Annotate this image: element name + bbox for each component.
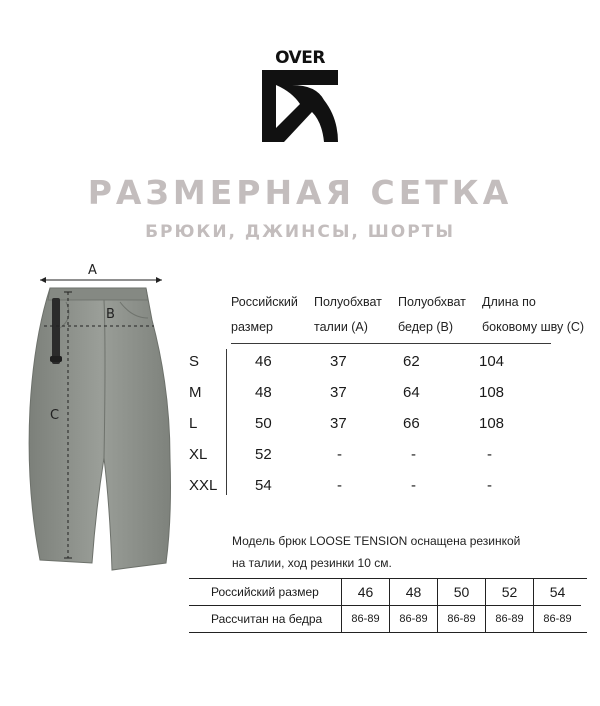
elastic-note: Модель брюк LOOSE TENSION оснащена резинкой на талии, ход резинки 10 см. [232, 534, 521, 570]
label-a: A [88, 263, 97, 278]
header-hips: Полуобхват бедер (B) [398, 295, 466, 334]
hip-table-bottom-rule [189, 632, 587, 633]
size-column-divider [226, 349, 227, 495]
over-arrow-logo-mark [262, 70, 338, 142]
header-waist: Полуобхват талии (A) [314, 295, 382, 334]
hip-table [189, 579, 581, 632]
header-length: Длина по боковому шву (C) [482, 295, 585, 334]
hip-table-hips-row: Рассчитан на бедра 86-89 86-89 86-89 86-89 86-89 [189, 606, 581, 633]
label-b: B [106, 307, 115, 322]
hip-table-size-row: Российский размер 46 48 50 52 54 [189, 579, 581, 606]
header-ru-size: Российский размер [231, 295, 298, 334]
page-title: РАЗМЕРНАЯ СЕТКА [87, 173, 513, 212]
page-subtitle: БРЮКИ, ДЖИНСЫ, ШОРТЫ [145, 222, 455, 242]
header-divider [231, 343, 551, 344]
label-c: C [50, 408, 60, 423]
brand-wordmark-text: OVER [275, 48, 325, 68]
pants-illustration [20, 258, 190, 588]
brand-wordmark [262, 46, 338, 68]
